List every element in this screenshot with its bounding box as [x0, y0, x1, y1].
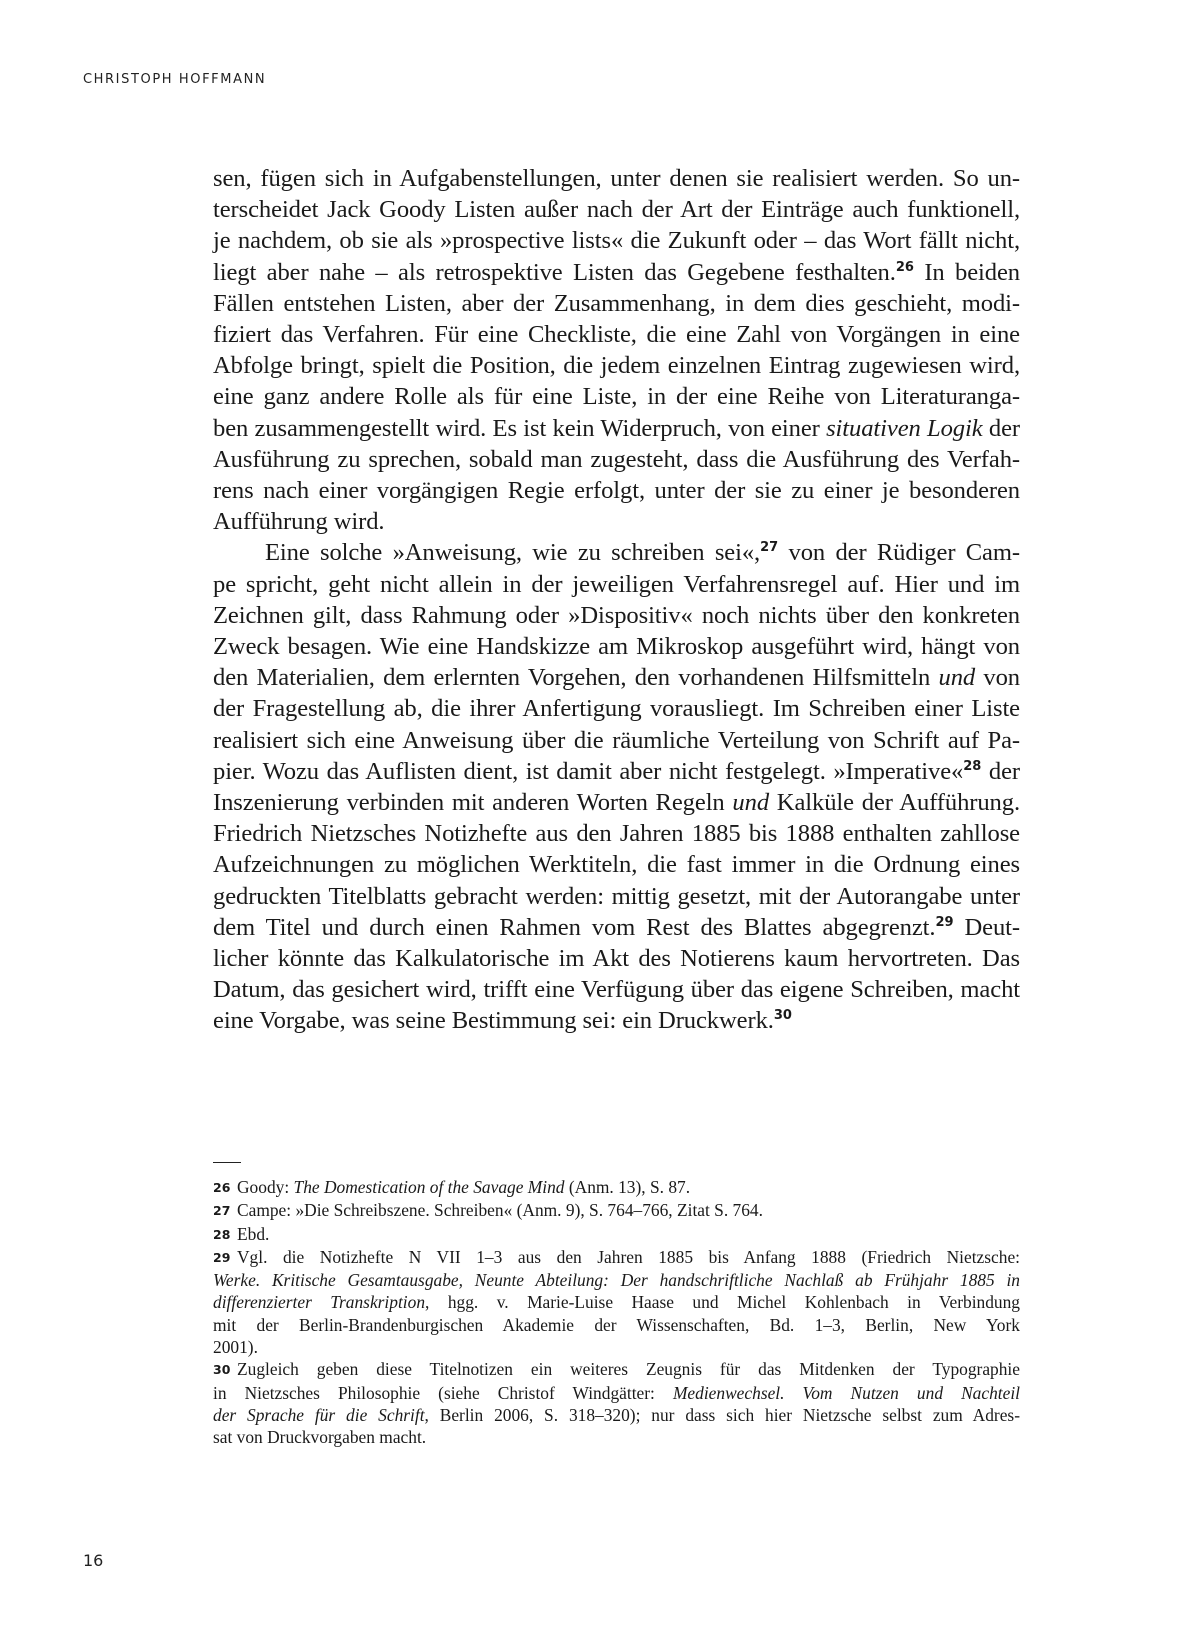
line-text: Ausführung zu sprechen, sobald man zugesteht, dass die Ausführung des Verfah- [213, 445, 1020, 473]
footnote-line [213, 1404, 1020, 1426]
line-text: Ebd. [237, 1223, 270, 1244]
footnote-number: 26 [213, 1180, 231, 1195]
line-text: Kalküle der Aufführung. [769, 789, 1020, 817]
text-line [213, 849, 1020, 880]
text-line [213, 1005, 1020, 1036]
line-text: Aufzeichnungen zu möglichen Werktiteln, die fast immer in die Ordnung eines [213, 851, 1020, 879]
italic-title: der Sprache für die Schrift [213, 1404, 425, 1425]
footnote-number: 28 [213, 1226, 231, 1242]
line-text: von der Rüdiger Cam- [778, 539, 1020, 567]
footnote-line [213, 1176, 1020, 1199]
page-number: 16 [83, 1551, 104, 1570]
footnote [213, 1246, 1020, 1358]
text-line [213, 569, 1020, 600]
footnote-line [213, 1246, 1020, 1269]
line-text: liegt aber nahe – als retrospektive Listen das Gegebene festhalten. [213, 258, 896, 286]
text-line [213, 756, 1020, 787]
footnote-line [213, 1291, 1020, 1313]
footnote-number: 30 [213, 1362, 231, 1378]
line-text: der [982, 414, 1020, 442]
footnote-number: 29 [213, 1249, 231, 1265]
footnote-line [213, 1269, 1020, 1291]
line-text: Datum, das gesichert wird, trifft eine Verfügung über das eigene Schreiben, macht [213, 976, 1020, 1004]
text-line [213, 974, 1020, 1005]
line-text: rens nach einer vorgängigen Regie erfolgt, unter der sie zu einer je besonderen [213, 477, 1020, 505]
text-line [213, 725, 1020, 756]
line-text: fiziert das Verfahren. Für eine Checkliste, die eine Zahl von Vorgängen in eine [213, 321, 1020, 349]
text-line [213, 600, 1020, 631]
line-text: sen, fügen sich in Aufgabenstellungen, unter denen sie realisiert werden. So un- [213, 165, 1020, 192]
line-text: in Nietzsches Philosophie (siehe Christof Windgätter: [213, 1382, 673, 1403]
line-text: je nachdem, ob sie als »prospective lists« die Zukunft oder – das Wort fällt nicht, [213, 227, 1020, 255]
text-line [213, 631, 1020, 662]
line-text: der Fragestellung ab, die ihrer Anfertigung vorausliegt. Im Schreiben einer Liste [213, 695, 1020, 723]
italic-title: The Domestication of the Savage Mind [293, 1177, 565, 1197]
line-text: pe spricht, geht nicht allein in der jeweiligen Verfahrensregel auf. Hier und im [213, 570, 1020, 598]
line-text: Deut- [953, 913, 1021, 941]
text-line [213, 943, 1020, 974]
line-text: dem Titel und durch einen Rahmen vom Rest des Blattes abgegrenzt. [213, 913, 936, 941]
footnote [213, 1223, 1020, 1246]
line-text: eine ganz andere Rolle als für eine Liste, in der eine Reihe von Literaturanga- [213, 383, 1020, 411]
line-text: Zeichnen gilt, dass Rahmung oder »Dispositiv« noch nichts über den konkreten [213, 601, 1020, 629]
line-text: pier. Wozu das Auflisten dient, ist damit aber nicht festgelegt. »Imperative« [213, 757, 964, 785]
line-text: mit der Berlin-Brandenburgischen Akademie der Wissenschaften, Bd. 1–3, Berlin, New York [213, 1314, 1020, 1335]
italic-title: situativen Logik [826, 414, 983, 442]
footnote [213, 1199, 1020, 1222]
line-text: , hgg. v. Marie-Luise Haase und Michel Kohlenbach in Verbindung [425, 1292, 1020, 1313]
footnote-line [213, 1336, 1020, 1358]
line-text: licher könnte das Kalkulatorische im Akt des Notierens kaum hervortreten. Das [213, 945, 1020, 973]
line-text: Zweck besagen. Wie eine Handskizze am Mikroskop ausgeführt wird, hängt von [213, 633, 1020, 661]
footnote [213, 1176, 1020, 1199]
line-text: ben zusammengestellt wird. Es ist kein Widerpruch, von einer [213, 414, 827, 442]
footnote-line [213, 1426, 1020, 1448]
footnote-number: 27 [213, 1203, 231, 1219]
footnote-reference: 29 [935, 914, 954, 930]
text-line [213, 194, 1020, 225]
text-line [213, 350, 1020, 381]
line-text: Fällen entstehen Listen, aber der Zusammenhang, in dem dies geschieht, modi- [213, 289, 1020, 317]
text-line [213, 881, 1020, 912]
text-line [213, 787, 1020, 818]
footnote-line [213, 1382, 1020, 1404]
footnote-rule [213, 1162, 241, 1163]
line-text: Campe: »Die Schreibszene. Schreiben« (Anm. 9), S. 764–766, Zitat S. 764. [237, 1200, 763, 1221]
line-text: Aufführung wird. [213, 508, 385, 536]
line-text: Goody: [237, 1177, 294, 1197]
paragraph-2 [213, 537, 1020, 1036]
line-text: von [975, 664, 1020, 692]
line-text: , Berlin 2006, S. 318–320); nur dass sich hier Nietzsche selbst zum Adres- [424, 1404, 1020, 1425]
text-line [213, 413, 1020, 444]
line-text: der [981, 757, 1021, 785]
line-text: terscheidet Jack Goody Listen außer nach der Art der Einträge auch funktionell, [213, 196, 1020, 224]
line-text: Eine solche »Anweisung, wie zu schreiben sei«, [265, 539, 761, 567]
text-line [213, 693, 1020, 724]
footnote-line [213, 1314, 1020, 1336]
footnote-reference: 26 [895, 259, 914, 275]
italic-title: und [938, 664, 976, 692]
text-line [213, 319, 1020, 350]
line-text: Vgl. die Notizhefte N VII 1–3 aus den Jahren 1885 bis Anfang 1888 (Friedrich Nietzsche: [237, 1246, 1020, 1267]
text-line [213, 163, 1020, 194]
text-line [213, 381, 1020, 412]
line-text: Inszenierung verbinden mit anderen Worten Regeln [213, 789, 733, 817]
footnote-line [213, 1199, 1020, 1222]
line-text: Zugleich geben diese Titelnotizen ein weiteres Zeugnis für das Mitdenken der Typographie [237, 1359, 1020, 1380]
text-line [213, 225, 1020, 256]
body-text [213, 163, 1020, 1037]
line-text: 2001). [213, 1337, 258, 1358]
text-line [213, 475, 1020, 506]
text-line [213, 537, 1020, 568]
italic-title: Werke. Kritische Gesamtausgabe, Neunte Abteilung: Der handschriftliche Nachlaß ab Frühjahr 1885 in [213, 1270, 1020, 1291]
footnote-reference: 27 [760, 540, 779, 556]
italic-title: Medienwechsel. Vom Nutzen und Nachteil [672, 1382, 1020, 1403]
italic-title: differenzierter Transkription [213, 1292, 426, 1313]
line-text: (Anm. 13), S. 87. [564, 1177, 691, 1197]
footnote [213, 1358, 1020, 1448]
running-head: CHRISTOPH HOFFMANN [83, 72, 267, 87]
footnote-reference: 30 [773, 1008, 792, 1024]
text-line [213, 662, 1020, 693]
text-line [213, 444, 1020, 475]
text-line [213, 818, 1020, 849]
text-line [213, 288, 1020, 319]
line-text: In beiden [913, 258, 1020, 286]
footnote-line [213, 1223, 1020, 1246]
line-text: Abfolge bringt, spielt die Position, die jedem einzelnen Eintrag zugewiesen wird, [213, 352, 1020, 380]
line-text: realisiert sich eine Anweisung über die räumliche Verteilung von Schrift auf Pa- [213, 726, 1020, 754]
footnote-line [213, 1358, 1020, 1381]
line-text: den Materialien, dem erlernten Vorgehen, den vorhandenen Hilfsmitteln [213, 664, 939, 692]
footnotes [213, 1176, 1020, 1449]
text-line [213, 912, 1020, 943]
footnote-reference: 28 [963, 758, 982, 774]
line-text: sat von Druckvorgaben macht. [213, 1427, 427, 1448]
paragraph-1 [213, 163, 1020, 537]
italic-title: und [732, 789, 770, 817]
text-line [213, 506, 1020, 537]
line-text: eine Vorgabe, was seine Bestimmung sei: ein Druckwerk. [213, 1007, 774, 1035]
text-line [213, 257, 1020, 288]
line-text: Friedrich Nietzsches Notizhefte aus den Jahren 1885 bis 1888 enthalten zahllose [213, 820, 1020, 848]
line-text: gedruckten Titelblatts gebracht werden: mittig gesetzt, mit der Autorangabe unter [213, 882, 1020, 910]
